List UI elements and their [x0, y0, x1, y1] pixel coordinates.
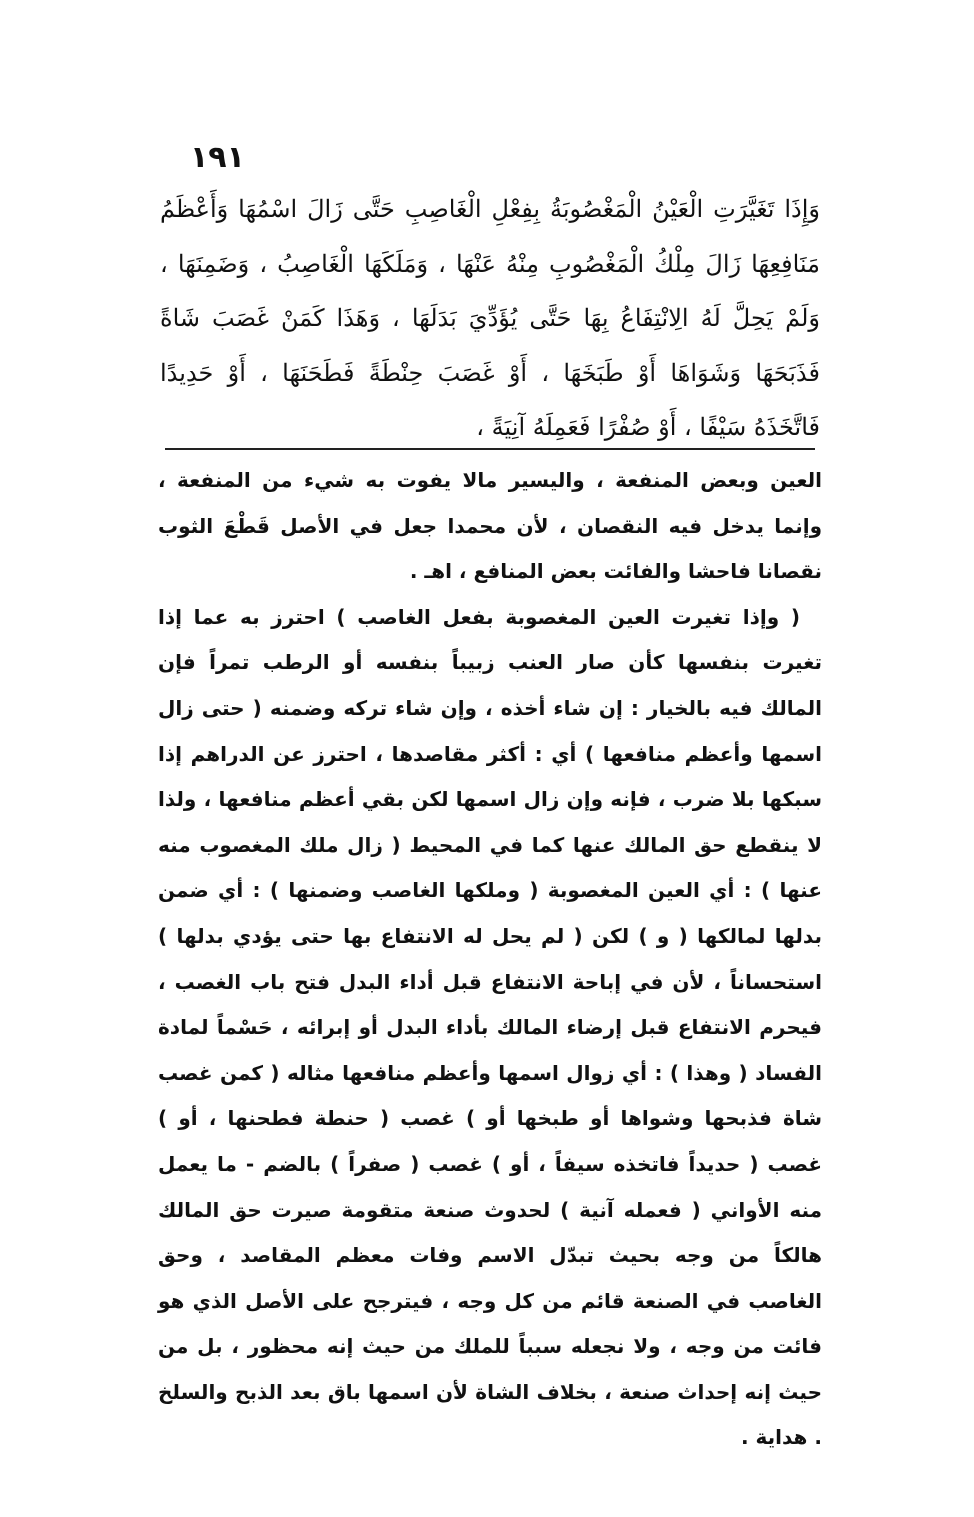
page-number: ١٩١ — [190, 140, 245, 175]
main-text — [160, 182, 820, 455]
commentary-text — [158, 458, 822, 1461]
main-text-paragraph: وَإِذَا تَغَيَّرَتِ الْعَيْنُ الْمَغْصُوبَةُ بِفِعْلِ الْغَاصِبِ حَتَّى زَالَ اسْمُهَا وَأَعْظَمُ مَنَافِعِهَا زَالَ مِلْكُ الْمَغْصُوبِ مِنْهُ عَنْهَا ، وَمَلَكَهَا الْغَاصِبُ ، وَضَمِنَهَا ، وَلَمْ يَحِلَّ لَهُ الِانْتِفَاعُ بِهَا حَتَّى يُؤَدِّيَ بَدَلَهَا ، وَهَذَا كَمَنْ غَصَبَ شَاةً فَذَبَحَهَا وَشَوَاهَا أَوْ طَبَخَهَا ، أَوْ غَصَبَ حِنْطَةً فَطَحَنَهَا ، أَوْ حَدِيدًا فَاتَّخَذَهُ سَيْفًا ، أَوْ صُفْرًا فَعَمِلَهُ آنِيَةً ، — [160, 195, 820, 441]
commentary-paragraph: ( وإذا تغيرت العين المغصوبة بفعل الغاصب ) احترز به عما إذا تغيرت بنفسها كأن صار العنب زبيباً بنفسه أو الرطب تمراً فإن المالك فيه بالخيار : إن شاء أخذه ، وإن شاء تركه وضمنه ( حتى زال اسمها وأعظم منافعها ) أي : أكثر مقاصدها ، احترز عن الدراهم إذا سبكها بلا ضرب ، فإنه وإن زال اسمها لكن بقي أعظم منافعها ، ولذا لا ينقطع حق المالك عنها كما في المحيط ( زال ملك المغصوب منه عنها ) : أي العين المغصوبة ( وملكها الغاصب وضمنها ) : أي ضمن بدلها لمالكها ( و ) لكن ( لم يحل له الانتفاع بها حتى يؤدي بدلها ) استحساناً ، لأن في إباحة الانتفاع قبل أداء البدل فتح باب الغصب ، فيحرم الانتفاع قبل إرضاء المالك بأداء البدل أو إبرائه ، حَسْماً لمادة الفساد ( وهذا ) : أي زوال اسمها وأعظم منافعها مثاله ( كمن غصب شاة فذبحها وشواها أو طبخها أو ) غصب ( حنطة فطحنها ، أو ) غصب ( حديداً فاتخذه سيفاً ، أو ) غصب ( صفراً ) بالضم - ما يعمل منه الأواني ( فعمله آنية ) لحدوث صنعة متقومة صيرت حق المالك هالكاً من وجه بحيث تبدّل الاسم وفات معظم المقاصد ، وحق الغاصب في الصنعة قائم من كل وجه ، فيترجح على الأصل الذي هو فائت من وجه ، ولا نجعله سبباً للملك من حيث إنه محظور ، بل من حيث إنه إحداث صنعة ، بخلاف الشاة لأن اسمها باق بعد الذبح والسلخ . هداية . — [158, 604, 822, 1450]
commentary-paragraph: العين وبعض المنفعة ، واليسير مالا يفوت به شيء من المنفعة ، وإنما يدخل فيه النقصان ، لأن محمدا جعل في الأصل قَطْعَ الثوب نقصانا فاحشا والفائت بعض المنافع ، اهـ . — [158, 468, 822, 584]
footnote-separator — [165, 448, 815, 450]
